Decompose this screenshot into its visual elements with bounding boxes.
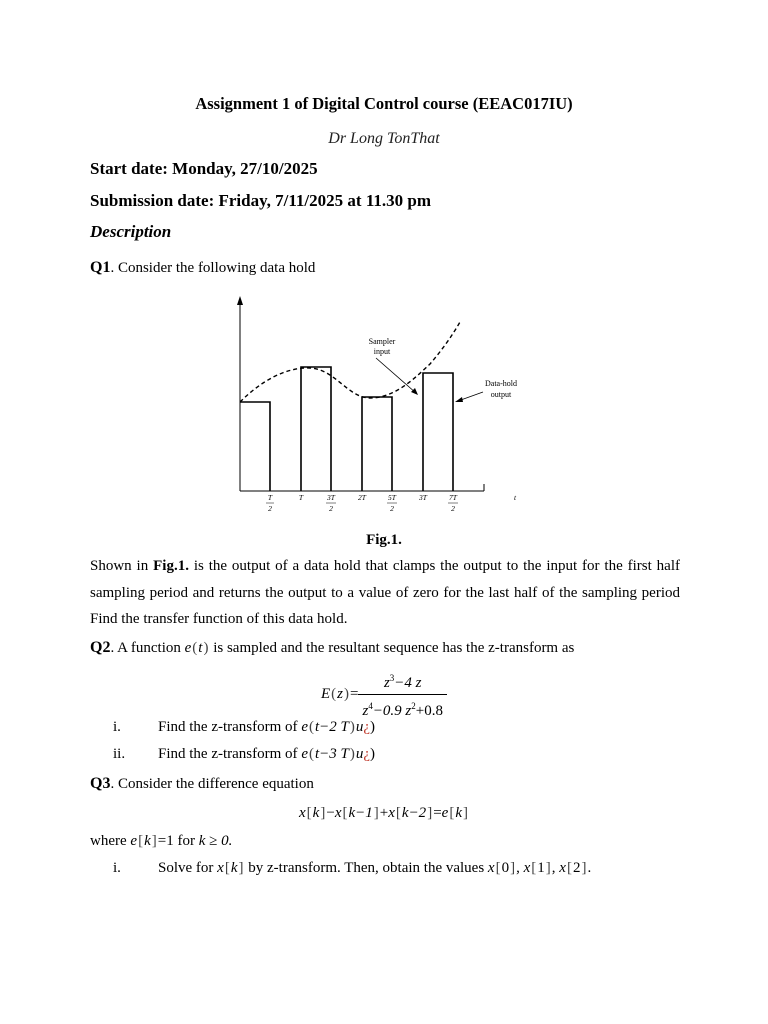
q3-item-v2: 2 [572,860,581,876]
q1-intro-text: . Consider the following data hold [110,260,316,276]
den-exp-2: 2 [411,701,416,711]
q2-item-2 [0,745,768,763]
q2-fn-t: t [198,640,203,656]
x-tick-labels [266,493,517,513]
q3-where-e: e [130,833,138,849]
q3-item-x: x [217,860,224,876]
hold-arrow-icon [455,397,463,402]
q2-item-2-u: u [355,746,364,762]
q3-equation: x[k]−x[k−1]+x[k−2]=e[k] [299,805,468,821]
data-hold-plot [230,292,530,517]
hold-pulse-2 [301,367,331,491]
q3-eq-k2: k−1 [348,805,373,821]
q1-intro [90,259,315,277]
den-exp-1: 4 [368,701,373,711]
q3-eq-x2: x [334,805,342,821]
tick-den-5: 2 [390,504,394,513]
q2-item-1-label: Find the z-transform of [158,719,302,735]
tick-den-7: 2 [451,504,455,513]
q3-intro [90,775,314,793]
hold-pulse-1 [240,402,270,491]
q3-eq-equals: = [433,805,442,821]
hold-label-1: Data-hold [485,379,517,388]
tick-label-5: 5T [388,493,396,502]
tick-label-6: 3T [419,493,427,502]
q3-where-prefix: where [90,833,131,849]
q3-item-label: Solve for [158,860,218,876]
description-heading: Description [90,222,172,241]
q2-intro-a: . A function [110,640,185,656]
q2-label: Q2 [90,639,111,656]
q3-eq-minus: − [326,805,335,821]
q1-para-prefix: Shown in [90,558,154,574]
tick-label-1: T [267,493,273,502]
y-axis-arrow-icon [237,296,243,305]
q3-label: Q3 [90,775,111,792]
q3-eq-e: e [441,805,449,821]
start-date: Start date: Monday, 27/10/2025 [90,159,318,178]
q3-item-v1: 1 [537,860,545,876]
eq-equals: = [350,685,359,702]
q3-where-k: k [144,833,151,849]
q2-item-1-e: e [301,719,308,735]
q3-where-val: =1 [157,833,174,849]
tick-den-3: 2 [329,504,333,513]
eq-lhs-E: E [320,685,331,702]
q3-intro-text: . Consider the difference equation [110,776,314,792]
den-const: +0.8 [415,703,443,719]
den-mid: −0.9 z [372,703,412,719]
q2-fn-e: e [184,640,192,656]
hold-pulse-3 [362,397,392,491]
author-name: Dr Long TonThat [328,130,440,147]
sampler-label-1: Sampler [368,337,396,346]
q2-item-2-label: Find the z-transform of [158,746,302,762]
q2-item-1-arg: t−2 T [314,719,349,735]
q1-para-text: is the output of a data hold that clamps the output to the input for the first half sampling period and returns the output to a value of zero for the last half of the sampling period Find the transfer function of this data hold. [90,558,680,627]
tick-label-4: 2T [358,493,366,502]
figure-caption: Fig.1. [366,532,402,548]
hold-label-2: output [490,390,512,399]
q1-paragraph [90,553,680,633]
q3-eq-k1: k [312,805,320,821]
q2-item-1-glyph: ¿ [363,719,371,735]
q3-eq-x3: x [388,805,395,821]
tick-label-2: T [298,493,304,502]
q3-item-1-num: i. [113,860,121,876]
q3-where-for: for [173,833,199,849]
q2-item-2-glyph: ¿ [363,746,371,762]
q2-intro-b: is sampled and the resultant sequence has the z-transform as [209,640,575,656]
q3-eq-x1: x [299,805,306,821]
q2-item-2-e: e [301,746,308,762]
t-axis-label: t [513,493,517,502]
q3-item-1 [0,859,768,877]
q3-where-cond: k ≥ 0. [198,833,233,849]
q1-figure-ref: Fig.1. [153,558,189,574]
q2-item-1-num: i. [113,719,121,735]
eq-numerator [358,668,447,695]
q1-label: Q1 [90,259,111,276]
q3-eq-plus: + [379,805,389,821]
q2-item-2-close: ) [370,746,376,762]
q2-intro: Q2. A function e(t) is sampled and the resultant sequence has the z-transform as [90,639,575,656]
eq-lhs-z: z [337,685,343,702]
hold-pulse-4 [423,373,453,491]
q3-item-k: k [230,860,238,876]
q3-item-label-2: by z-transform. Then, obtain the values [244,860,488,876]
q3-where: where e[k]=1 for k ≥ 0. [90,833,233,849]
sampler-label-2: input [373,347,391,356]
q3-item-x0: x [487,860,495,876]
num-z: z [383,675,390,691]
tick-label-7: 7T [449,493,457,502]
tick-label-3: 3T [327,493,335,502]
q2-item-1-u: u [355,719,364,735]
q3-item-end: . [587,860,592,876]
den-z: z [362,703,369,719]
sampler-pointer [376,358,416,393]
sampler-input-curve [240,322,460,402]
q3-item-x2: x [559,860,566,876]
q2-item-1 [0,718,768,736]
q3-eq-k4: k [455,805,462,821]
q2-item-1-text: Find the z-transform of e(t−2 T)u¿) [158,719,376,735]
q3-item-1-text: Solve for x[k] by z-transform. Then, obtain the values x[0], x[1], x[2]. [158,860,592,876]
num-rest: −4 z [394,675,422,691]
q2-equation: E(z)= $\frac{z^3-4 z}{z^4-0.9 z^2+0.8}$ [0,668,768,721]
num-exp: 3 [389,673,395,683]
page-title: Assignment 1 of Digital Control course (EEAC017IU) [195,94,573,113]
q3-item-x1: x [523,860,531,876]
eq-fraction [358,668,447,721]
data-hold-figure [230,292,530,517]
q2-item-1-close: ) [370,719,376,735]
q3-item-v0: 0 [501,860,510,876]
submission-date: Submission date: Friday, 7/11/2025 at 11.30 pm [90,191,431,210]
tick-den-1: 2 [268,504,272,513]
q3-eq-k3: k−2 [401,805,427,821]
q2-item-2-num: ii. [113,746,126,762]
q2-item-2-arg: t−3 T [314,746,349,762]
q2-item-2-text: Find the z-transform of e(t−3 T)u¿) [158,746,376,762]
